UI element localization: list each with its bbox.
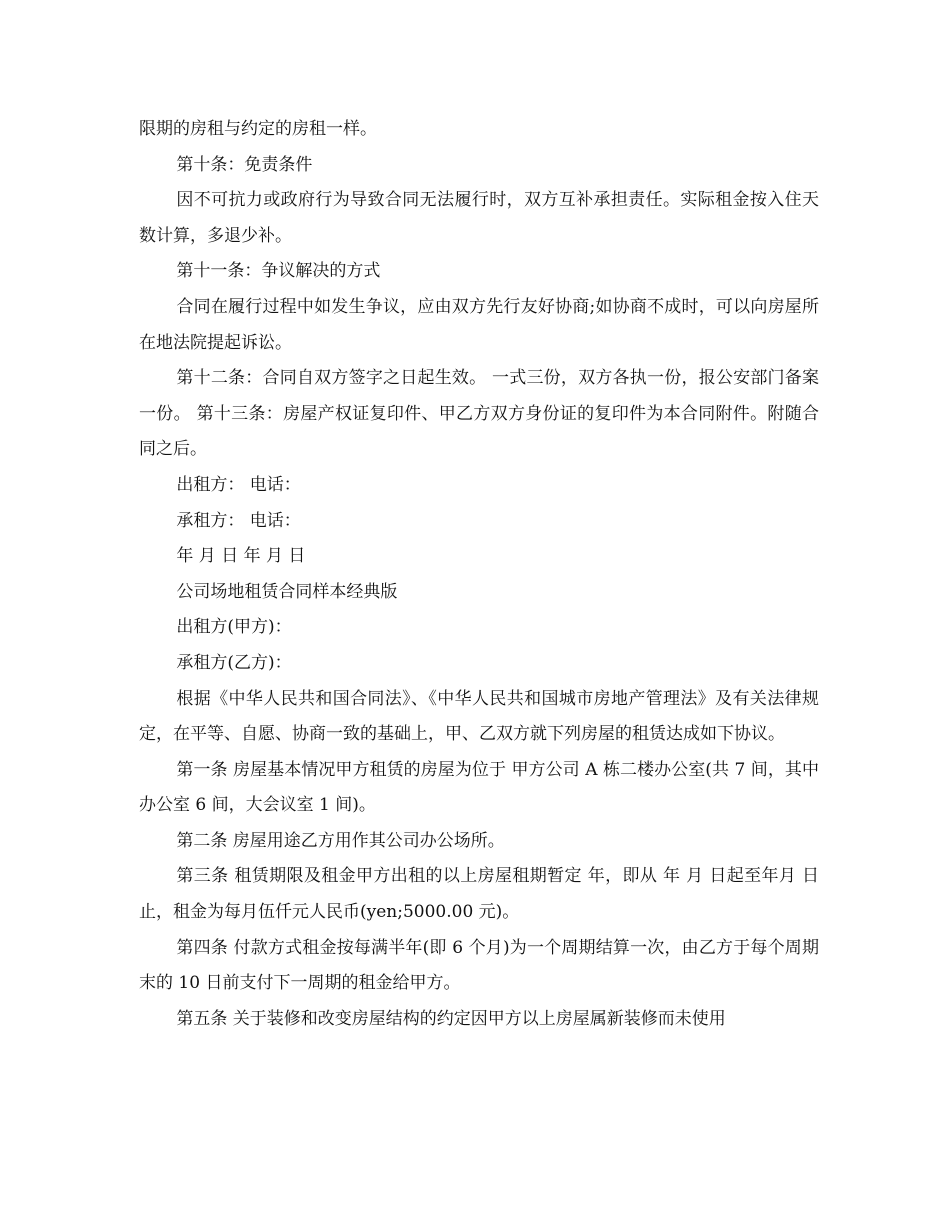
second-contract-title: 公司场地租赁合同样本经典版 [176, 581, 398, 602]
article-1-body: 第一条 房屋基本情况甲方租赁的房屋为位于 甲方公司 A 栋二楼办公室(共 7 间，其中办公室 6 间，大会议室 1 间)。 [139, 759, 819, 816]
party-b-line: 承租方(乙方)： [176, 652, 292, 673]
article-10-body: 因不可抗力或政府行为导致合同无法履行时，双方互补承担责任。实际租金按入住天数计算，多退少补。 [139, 190, 819, 246]
preamble-paragraph: 根据《中华人民共和国合同法》、《中华人民共和国城市房地产管理法》及有关法律规定，在平等、自愿、协商一致的基础上，甲、乙双方就下列房屋的租赁达成如下协议。 [139, 688, 819, 745]
party-a-line: 出租方(甲方)： [176, 617, 292, 638]
article-2-body: 第二条 房屋用途乙方用作其公司办公场所。 [176, 830, 505, 851]
article-11-heading: 第十一条：争议解决的方式 [176, 261, 381, 282]
article-12-13-body: 第十二条：合同自双方签字之日起生效。 一式三份，双方各执一份，报公安部门备案一份。 第十三条：房屋产权证复印件、甲乙方双方身份证的复印件为本合同附件。附随合同之后。 [139, 368, 819, 460]
article-11-body: 合同在履行过程中如发生争议，应由双方先行友好协商;如协商不成时，可以向房屋所在地法院提起诉讼。 [139, 296, 819, 353]
signature-date-line: 年 月 日 年 月 日 [176, 546, 306, 567]
article-4-body: 第四条 付款方式租金按每满半年(即 6 个月)为一个周期结算一次，由乙方于每个周期末的 10 日前支付下一周期的租金给甲方。 [139, 937, 819, 994]
paragraph-rent-continuation: 限期的房租与约定的房租一样。 [139, 119, 377, 139]
article-5-body: 第五条 关于装修和改变房屋结构的约定因甲方以上房屋属新装修而未使用 [176, 1008, 726, 1029]
article-3-body: 第三条 租赁期限及租金甲方出租的以上房屋租期暂定 年，即从 年 月 日起至年月 日止，租金为每月伍仟元人民币(yen;5000.00 元)。 [139, 866, 819, 923]
document-body [139, 112, 819, 1037]
lessee-signature-line: 承租方： 电话： [176, 510, 301, 531]
lessor-signature-line: 出租方： 电话： [176, 474, 301, 495]
article-10-heading: 第十条：免责条件 [176, 154, 313, 175]
